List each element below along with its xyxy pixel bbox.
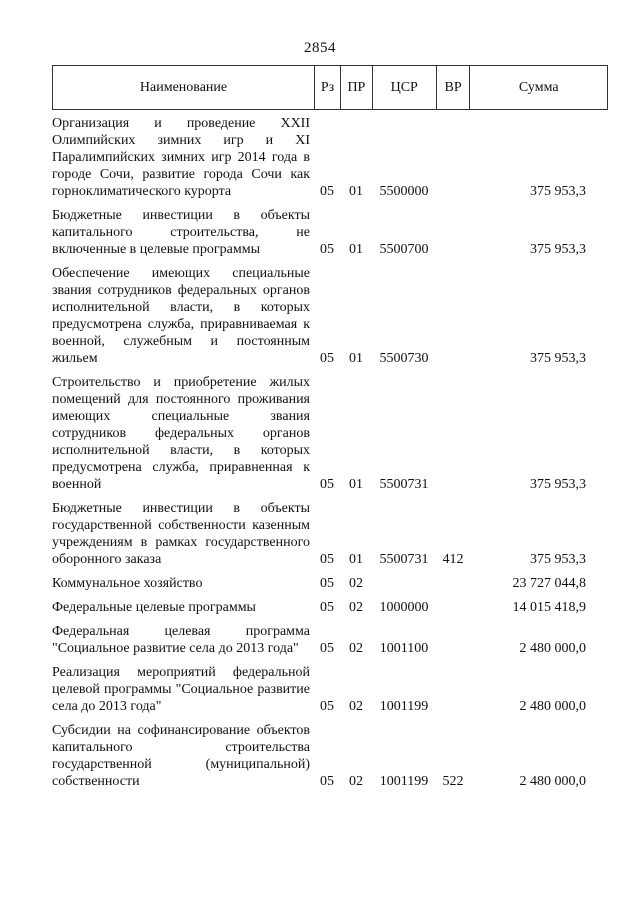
row-pr: 01 (349, 351, 363, 366)
row-sum: 23 727 044,8 (512, 576, 586, 591)
row-pr: 02 (349, 774, 363, 789)
row-pr: 01 (349, 184, 363, 199)
row-pr: 01 (349, 242, 363, 257)
row-sum: 14 015 418,9 (512, 600, 586, 615)
row-name: Организация и проведение XXII Олимпийских зимних игр и XI Паралимпийских зимних игр 2014 года в городе Сочи, развитие города Сочи как горноклиматического курорта (52, 116, 310, 199)
table-header (52, 65, 608, 110)
row-sum: 375 953,3 (530, 552, 586, 567)
row-csr: 5500730 (379, 351, 429, 366)
row-sum: 375 953,3 (530, 477, 586, 492)
row-csr: 1001199 (379, 774, 429, 789)
header-name: Наименование (139, 79, 228, 95)
row-csr: 5500700 (379, 242, 429, 257)
row-rz: 05 (320, 552, 334, 567)
row-rz: 05 (320, 600, 334, 615)
row-name: Субсидии на софинансирование объектов капитального строительства государственной (муниципальной) собственности (52, 723, 310, 789)
table-row (52, 207, 608, 258)
row-rz: 05 (320, 576, 334, 591)
row-name: Федеральная целевая программа "Социальное развитие села до 2013 года" (52, 624, 310, 656)
row-name: Обеспечение имеющих специальные звания сотрудников федеральных органов исполнительной власти, в которых предусмотрена служба, приравниваемая к военной, служебным и постоянным жильем (52, 266, 310, 366)
table-row (52, 115, 608, 200)
row-rz: 05 (320, 699, 334, 714)
row-sum: 2 480 000,0 (519, 699, 586, 714)
row-csr: 5500731 (379, 477, 429, 492)
row-rz: 05 (320, 641, 334, 656)
header-sum: Сумма (469, 66, 607, 109)
row-name: Бюджетные инвестиции в объекты капитального строительства, не включенные в целевые программы (52, 208, 310, 257)
table-row (52, 623, 608, 657)
table-row (52, 599, 608, 616)
row-csr: 1001100 (379, 641, 429, 656)
row-pr: 02 (349, 576, 363, 591)
row-pr: 01 (349, 477, 363, 492)
row-pr: 02 (349, 600, 363, 615)
table-row (52, 575, 608, 592)
header-vr: ВР (436, 66, 470, 109)
table-body (52, 110, 608, 790)
row-name: Строительство и приобретение жилых помещений для постоянного проживания имеющих специальные звания сотрудников федеральных органов исполнительной власти, в которых предусмотрена служба, приравненная к военной (52, 375, 310, 492)
row-csr: 5500000 (379, 184, 429, 199)
row-sum: 2 480 000,0 (519, 641, 586, 656)
row-csr: 5500731 (379, 552, 429, 567)
table-row (52, 374, 608, 493)
row-csr: 1000000 (379, 600, 429, 615)
budget-table (52, 65, 608, 797)
row-sum: 375 953,3 (530, 184, 586, 199)
row-name: Коммунальное хозяйство (52, 576, 203, 591)
row-name: Федеральные целевые программы (52, 600, 256, 615)
row-sum: 375 953,3 (530, 351, 586, 366)
row-name: Реализация мероприятий федеральной целевой программы "Социальное развитие села до 2013 года" (52, 665, 310, 714)
row-pr: 01 (349, 552, 363, 567)
row-vr: 522 (442, 774, 464, 789)
header-pr: ПР (340, 66, 372, 109)
page-number: 2854 (304, 40, 336, 56)
row-rz: 05 (320, 242, 334, 257)
table-row (52, 664, 608, 715)
row-vr: 412 (442, 552, 464, 567)
table-row (52, 722, 608, 790)
table-row (52, 265, 608, 367)
row-pr: 02 (349, 699, 363, 714)
header-rz: Рз (314, 66, 340, 109)
row-pr: 02 (349, 641, 363, 656)
row-rz: 05 (320, 477, 334, 492)
row-sum: 375 953,3 (530, 242, 586, 257)
row-rz: 05 (320, 351, 334, 366)
table-row (52, 500, 608, 568)
row-csr: 1001199 (379, 699, 429, 714)
row-rz: 05 (320, 774, 334, 789)
row-sum: 2 480 000,0 (519, 774, 586, 789)
header-csr: ЦСР (372, 66, 436, 109)
row-name: Бюджетные инвестиции в объекты государственной собственности казенным учреждениям в рамках государственного оборонного заказа (52, 501, 310, 567)
row-rz: 05 (320, 184, 334, 199)
